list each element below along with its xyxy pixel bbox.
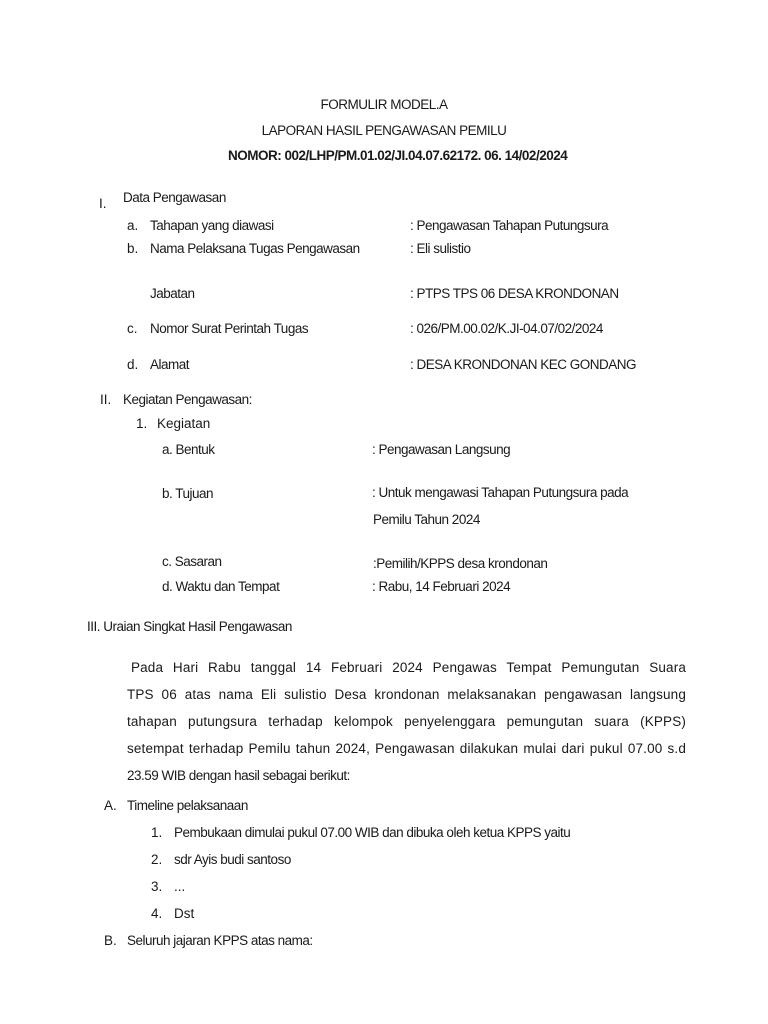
item-marker: c. xyxy=(127,321,138,336)
paragraph-line: Pada Hari Rabu tanggal 14 Februari 2024 Pengawas Tempat Pemungutan Suara xyxy=(131,660,686,675)
item-marker: d. xyxy=(127,357,139,372)
paragraph-line: setempat terhadap Pemilu tahun 2024, Pengawasan dilakukan mulai dari pukul 07.00 s.d xyxy=(127,741,686,756)
item-value: : DESA KRONDONAN KEC GONDANG xyxy=(410,357,637,372)
timeline-marker: 4. xyxy=(151,906,163,921)
point-b-marker: B. xyxy=(104,933,117,948)
timeline-text: ... xyxy=(174,879,186,894)
point-b-label: Seluruh jajaran KPPS atas nama: xyxy=(127,933,313,948)
section-2-numeral: II. xyxy=(100,392,112,407)
point-a-label: Timeline pelaksanaan xyxy=(127,798,248,813)
item-label: Jabatan xyxy=(150,286,195,301)
activity-label: b. Tujuan xyxy=(162,486,214,501)
timeline-marker: 3. xyxy=(151,879,163,894)
paragraph-line: TPS 06 atas nama Eli sulistio Desa krondonan melaksanakan pengawasan langsung xyxy=(127,687,686,702)
form-title: FORMULIR MODEL.A xyxy=(320,97,448,112)
activity-value: : Rabu, 14 Februari 2024 xyxy=(372,579,511,594)
item-label: Tahapan yang diawasi xyxy=(150,218,274,233)
section-2-title: Kegiatan Pengawasan: xyxy=(123,392,252,407)
subsection-marker: 1. xyxy=(136,416,148,431)
report-number: NOMOR: 002/LHP/PM.01.02/JI.04.07.62172. 06. 14/02/2024 xyxy=(228,148,568,163)
timeline-text: sdr Ayis budi santoso xyxy=(174,852,291,867)
paragraph-line: 23.59 WIB dengan hasil sebagai berikut: xyxy=(127,768,350,783)
timeline-text: Dst xyxy=(174,906,195,921)
item-marker: a. xyxy=(127,218,139,233)
activity-value: : Pengawasan Langsung xyxy=(372,442,511,457)
report-title: LAPORAN HASIL PENGAWASAN PEMILU xyxy=(261,123,507,138)
section-3-title: III. Uraian Singkat Hasil Pengawasan xyxy=(87,619,292,634)
activity-value: : Untuk mengawasi Tahapan Putungsura pada xyxy=(372,485,629,500)
activity-label: a. Bentuk xyxy=(162,442,215,457)
timeline-marker: 1. xyxy=(151,825,163,840)
activity-value-continued: Pemilu Tahun 2024 xyxy=(373,512,480,527)
item-label: Alamat xyxy=(150,357,190,372)
paragraph-line: tahapan putungsura terhadap kelompok penyelenggara pemungutan suara (KPPS) xyxy=(127,714,686,729)
item-label: Nomor Surat Perintah Tugas xyxy=(150,321,309,336)
activity-label: c. Sasaran xyxy=(162,554,222,569)
summary-paragraph xyxy=(127,654,686,789)
activity-value: :Pemilih/KPPS desa krondonan xyxy=(373,556,548,571)
activity-label: d. Waktu dan Tempat xyxy=(162,579,280,594)
item-value: : 026/PM.00.02/K.JI-04.07/02/2024 xyxy=(410,321,603,336)
item-marker: b. xyxy=(127,241,139,256)
section-1-title: Data Pengawasan xyxy=(123,190,226,205)
subsection-title: Kegiatan xyxy=(157,416,211,431)
section-1-numeral: I. xyxy=(99,196,107,211)
item-value: : Pengawasan Tahapan Putungsura xyxy=(410,218,609,233)
point-a-marker: A. xyxy=(104,798,117,813)
timeline-marker: 2. xyxy=(151,852,163,867)
item-label: Nama Pelaksana Tugas Pengawasan xyxy=(150,241,360,256)
item-value: : Eli sulistio xyxy=(410,241,471,256)
item-value: : PTPS TPS 06 DESA KRONDONAN xyxy=(410,286,619,301)
timeline-text: Pembukaan dimulai pukul 07.00 WIB dan dibuka oleh ketua KPPS yaitu xyxy=(174,825,571,840)
